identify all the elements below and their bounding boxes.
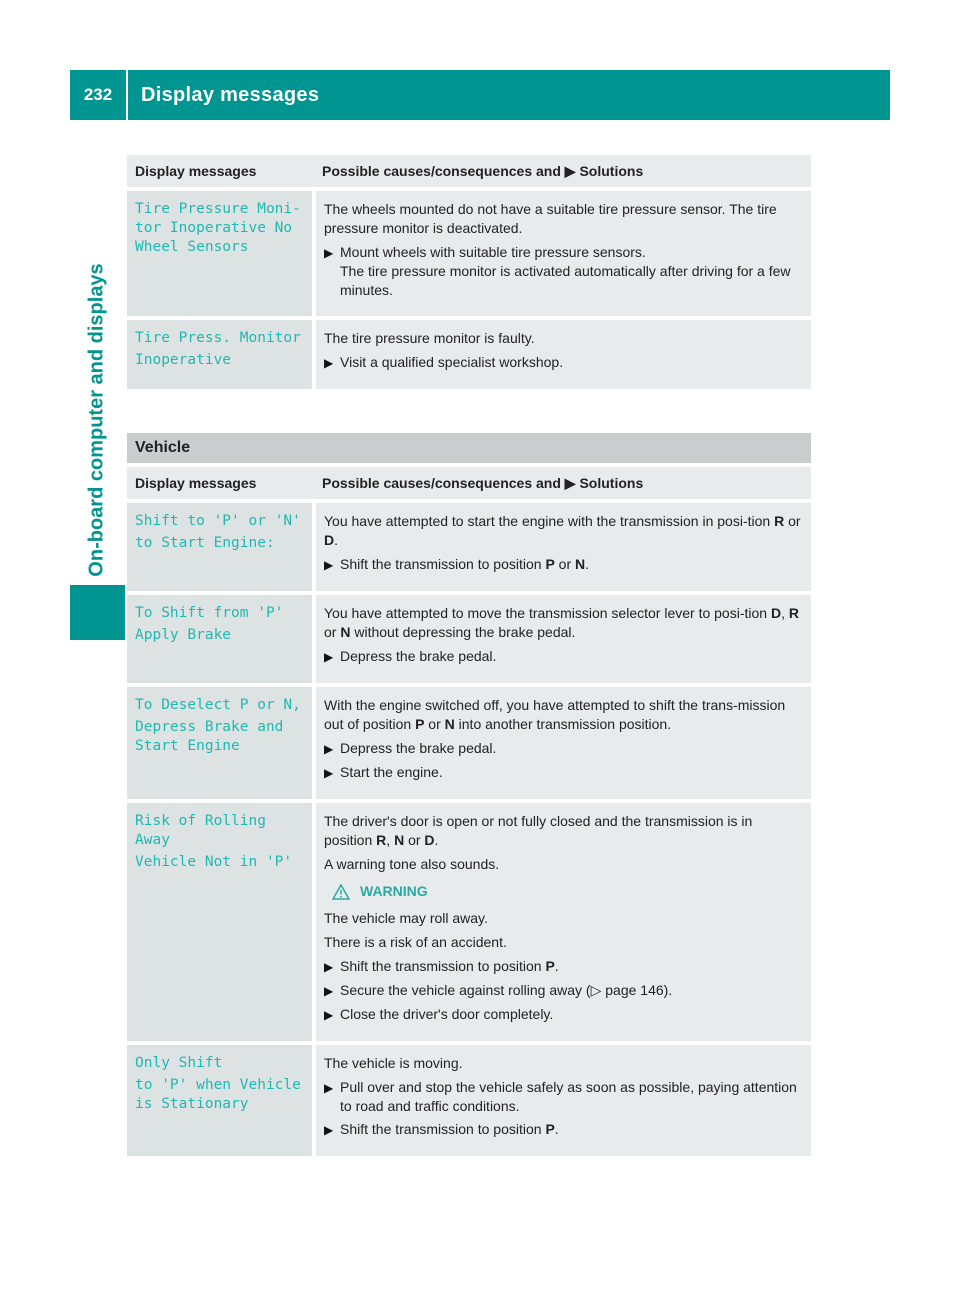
table-row	[127, 685, 811, 801]
step-arrow-icon: ▶	[324, 356, 334, 370]
action-step: ▶ Depress the brake pedal.	[324, 647, 803, 667]
action-step: ▶ Pull over and stop the vehicle safely as soon as possible, paying attention to road and traffic conditions.	[324, 1079, 797, 1114]
side-chapter-marker	[70, 585, 125, 640]
step-arrow-icon: ▶	[324, 246, 334, 260]
display-message: Tire Press. Monitor Inoperative	[127, 318, 314, 391]
display-message: Shift to 'P' or 'N' to Start Engine:	[127, 501, 314, 593]
message-description: The vehicle is moving. ▶ Pull over and stop the vehicle safely as soon as possible, paying attention to road and traffic conditions. ▶ Shift the transmission to position P.	[314, 1043, 811, 1158]
table-row	[127, 318, 811, 391]
action-step: ▶ Shift the transmission to position P.	[324, 957, 803, 977]
step-arrow-icon: ▶	[324, 766, 334, 780]
solutions-arrow-icon: ▶	[564, 162, 576, 179]
table-row	[127, 189, 811, 318]
message-description: The wheels mounted do not have a suitable tire pressure sensor. The tire pressure monitor is deactivated. ▶ Mount wheels with suitable tire pressure sensors. The tire pressure monitor is activated automatically after driving for a few minutes.	[314, 189, 811, 318]
display-message: Tire Pressure Moni‐ tor Inoperative No Wheel Sensors	[127, 189, 314, 318]
step-arrow-icon: ▶	[324, 1008, 334, 1022]
step-arrow-icon: ▶	[324, 1123, 334, 1137]
step-arrow-icon: ▶	[324, 742, 334, 756]
table-row	[127, 1043, 811, 1158]
message-description: The tire pressure monitor is faulty. ▶ Visit a qualified specialist workshop.	[314, 318, 811, 391]
step-arrow-icon: ▶	[324, 984, 334, 998]
display-message: Risk of Rolling Away Vehicle Not in 'P'	[127, 801, 314, 1043]
page-ref-icon: ▷	[590, 982, 602, 998]
display-message: To Shift from 'P' Apply Brake	[127, 593, 314, 685]
message-description: You have attempted to move the transmission selector lever to posi-tion D, R or N without depressing the brake pedal. ▶ Depress the brake pedal.	[314, 593, 811, 685]
table-row	[127, 801, 811, 1043]
action-step: ▶ Secure the vehicle against rolling away (▷ page 146).	[324, 981, 803, 1001]
col-header-display-messages: Display messages	[127, 467, 314, 501]
message-description: With the engine switched off, you have attempted to shift the trans-mission out of position P or N into another transmission position. ▶ Depress the brake pedal. ▶ Start the engine.	[314, 685, 811, 801]
step-arrow-icon: ▶	[324, 960, 334, 974]
action-step: ▶ Visit a qualified specialist workshop.	[324, 353, 803, 373]
display-message: Only Shift to 'P' when Vehicle is Stationary	[127, 1043, 314, 1158]
display-message: To Deselect P or N, Depress Brake and Start Engine	[127, 685, 314, 801]
table-row	[127, 501, 811, 593]
page-header	[70, 70, 890, 120]
col-header-causes: Possible causes/consequences and ▶ Solutions	[314, 155, 811, 189]
action-step: ▶ Depress the brake pedal.	[324, 739, 803, 759]
content	[127, 155, 811, 1160]
page-title: Display messages	[141, 83, 320, 106]
solutions-arrow-icon: ▶	[564, 474, 576, 491]
side-chapter-label: On-board computer and displays	[85, 263, 108, 577]
action-step: ▶ Shift the transmission to position P.	[324, 1120, 803, 1140]
action-step: ▶ Start the engine.	[324, 763, 803, 783]
col-header-display-messages: Display messages	[127, 155, 314, 189]
section-title-vehicle: Vehicle	[127, 433, 811, 463]
table-row	[127, 593, 811, 685]
table-tire-pressure	[127, 155, 811, 393]
page-number: 232	[83, 85, 113, 104]
action-step: ▶ Shift the transmission to position P or N.	[324, 555, 803, 575]
action-step: ▶ Mount wheels with suitable tire pressure sensors. The tire pressure monitor is activated automatically after driving for a few minutes.	[324, 244, 791, 298]
step-arrow-icon: ▶	[324, 558, 334, 572]
warning-heading: WARNING	[332, 882, 803, 901]
page-reference-link[interactable]: page 146).	[605, 982, 673, 998]
step-arrow-icon: ▶	[324, 1081, 334, 1095]
step-arrow-icon: ▶	[324, 650, 334, 664]
action-step: ▶ Close the driver's door completely.	[324, 1005, 803, 1025]
message-description: The driver's door is open or not fully closed and the transmission is in position R, N or D. A warning tone also sounds. WARNING The vehicle may roll away. There is a risk of an accident. ▶ Shift the transmission to position P. ▶ Secure the vehicle against rolling away (▷ page 146). ▶ Close the driver's door completely.	[314, 801, 811, 1043]
table-vehicle	[127, 467, 811, 1160]
warning-triangle-icon	[332, 884, 350, 900]
message-description: You have attempted to start the engine with the transmission in posi-tion R or D. ▶ Shift the transmission to position P or N.	[314, 501, 811, 593]
col-header-causes: Possible causes/consequences and ▶ Solutions	[314, 467, 811, 501]
